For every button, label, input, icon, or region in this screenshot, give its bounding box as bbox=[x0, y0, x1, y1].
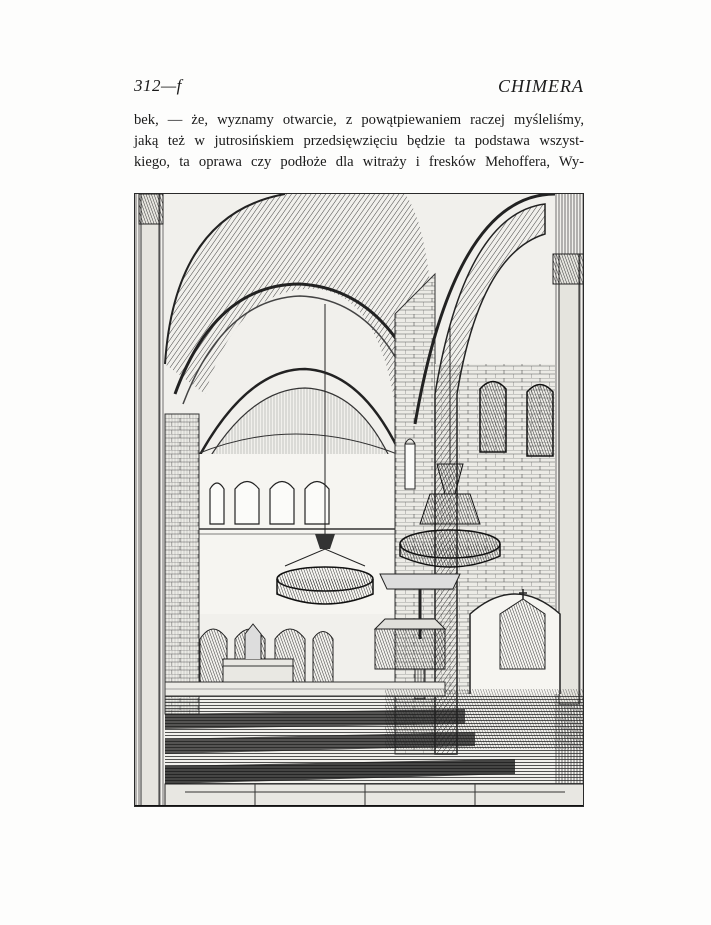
body-paragraph bbox=[134, 110, 584, 173]
text-line: bek, — że, wyznamy otwarcie, z powątpiewaniem raczej myśleliśmy, bbox=[134, 112, 584, 128]
side-altar bbox=[470, 589, 560, 694]
running-title: CHIMERA bbox=[498, 76, 584, 96]
page-header bbox=[134, 74, 584, 102]
page-number: 312—f bbox=[134, 76, 182, 95]
text-line: kiego, ta oprawa czy podłoże dla witraży i fresków Mehoffera, Wy- bbox=[134, 154, 584, 170]
left-pillar bbox=[135, 194, 165, 807]
pews bbox=[165, 689, 584, 807]
text-line: jaką też w jutrosińskiem przedsięwzięciu będzie ta podstawa wszyst- bbox=[134, 133, 584, 149]
engraving-drawing bbox=[135, 194, 584, 807]
left-nave-piers bbox=[165, 414, 199, 714]
church-interior-engraving bbox=[134, 193, 584, 807]
